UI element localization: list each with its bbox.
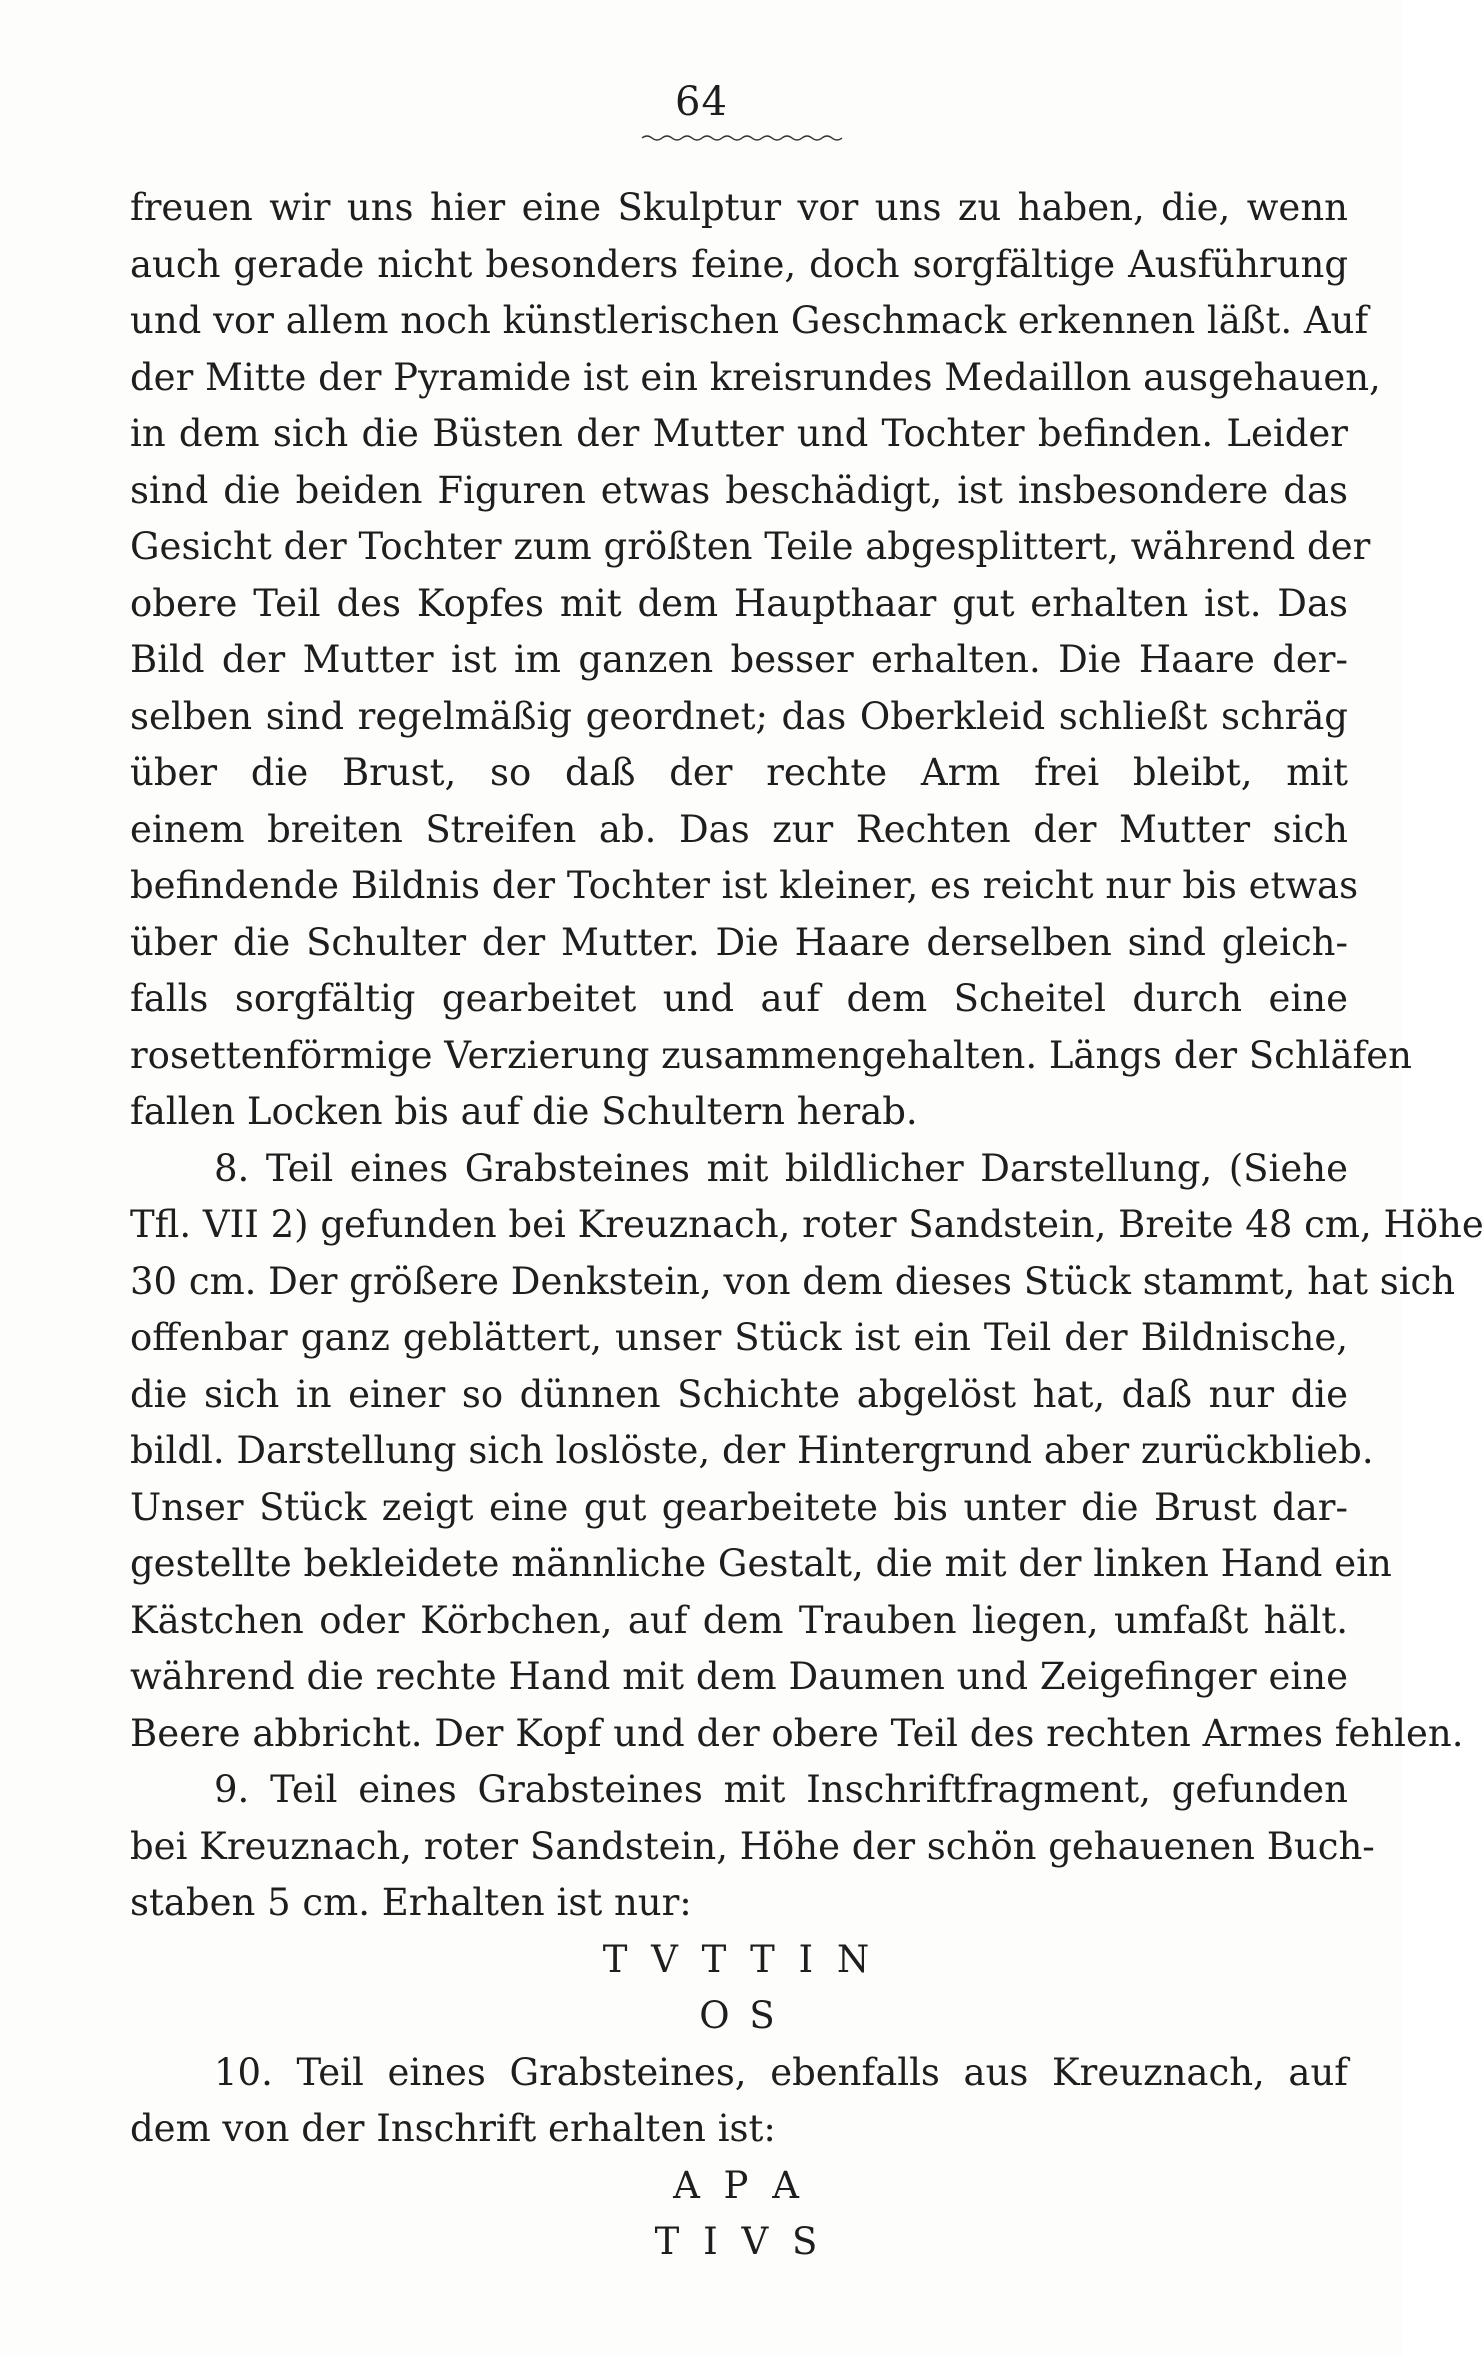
text-line: Bild der Mutter ist im ganzen besser erhalten. Die Haare der- xyxy=(130,638,1348,681)
inscription-line: A P A xyxy=(673,2163,805,2207)
text-line: staben 5 cm. Erhalten ist nur: xyxy=(130,1881,692,1924)
text-line: dem von der Inschrift erhalten ist: xyxy=(130,2107,776,2150)
item-8-heading: 8. Teil eines Grabsteines mit bildlicher Darstellung, (Siehe xyxy=(214,1146,1348,1190)
text-line: Gesicht der Tochter zum größten Teile abgesplittert, während der xyxy=(130,525,1371,568)
text-line: Tfl. VII 2) gefunden bei Kreuznach, roter Sandstein, Breite 48 cm, Höhe xyxy=(130,1203,1484,1246)
text-line: bei Kreuznach, roter Sandstein, Höhe der schön gehauenen Buch- xyxy=(130,1824,1375,1868)
text-line: selben sind regelmäßig geordnet; das Oberkleid schließt schräg xyxy=(130,694,1348,738)
text-line: 30 cm. Der größere Denkstein, von dem dieses Stück stammt, hat sich xyxy=(130,1259,1456,1303)
text-line: offenbar ganz geblättert, unser Stück ist ein Teil der Bildnische, xyxy=(130,1316,1348,1359)
page-number: 64 xyxy=(675,79,728,125)
item-10-heading: 10. Teil eines Grabsteines, ebenfalls aus Kreuznach, auf xyxy=(214,2050,1348,2094)
text-line: fallen Locken bis auf die Schultern herab. xyxy=(130,1090,918,1133)
inscription-line: O S xyxy=(699,1994,779,2037)
wavy-rule-ornament xyxy=(642,134,842,142)
text-line: der Mitte der Pyramide ist ein kreisrundes Medaillon ausgehauen, xyxy=(130,355,1381,399)
text-line: die sich in einer so dünnen Schichte abgelöst hat, daß nur die xyxy=(130,1372,1348,1416)
text-line: auch gerade nicht besonders feine, doch sorgfältige Ausführung xyxy=(130,242,1348,286)
inscription-line: T I V S xyxy=(654,2220,824,2263)
text-line: Kästchen oder Körbchen, auf dem Trauben liegen, umfaßt hält. xyxy=(130,1598,1348,1642)
text-line: und vor allem noch künstlerischen Geschmack erkennen läßt. Auf xyxy=(130,299,1369,342)
text-line: befindende Bildnis der Tochter ist kleiner, es reicht nur bis etwas xyxy=(130,864,1359,907)
text-line: obere Teil des Kopfes mit dem Haupthaar gut erhalten ist. Das xyxy=(130,581,1348,625)
inscription-line: T V T T I N xyxy=(602,1937,876,1981)
body-text xyxy=(130,180,1484,2271)
text-line: in dem sich die Büsten der Mutter und Tochter befinden. Leider xyxy=(130,412,1348,455)
text-line: über die Brust, so daß der rechte Arm frei bleibt, mit xyxy=(130,751,1348,794)
text-line: gestellte bekleidete männliche Gestalt, die mit der linken Hand ein xyxy=(130,1542,1392,1585)
text-line: falls sorgfältig gearbeitet und auf dem Scheitel durch eine xyxy=(130,977,1348,1020)
text-line: über die Schulter der Mutter. Die Haare derselben sind gleich- xyxy=(130,920,1348,964)
text-line: Unser Stück zeigt eine gut gearbeitete bis unter die Brust dar- xyxy=(130,1485,1348,1529)
text-line: sind die beiden Figuren etwas beschädigt, ist insbesondere das xyxy=(130,468,1348,512)
text-line: Beere abbricht. Der Kopf und der obere Teil des rechten Armes fehlen. xyxy=(130,1711,1464,1755)
text-line: während die rechte Hand mit dem Daumen und Zeigefinger eine xyxy=(130,1655,1348,1698)
text-line: einem breiten Streifen ab. Das zur Rechten der Mutter sich xyxy=(130,807,1348,851)
text-line: rosettenförmige Verzierung zusammengehalten. Längs der Schläfen xyxy=(130,1033,1412,1077)
text-line: freuen wir uns hier eine Skulptur vor uns zu haben, die, wenn xyxy=(130,186,1348,229)
text-line: bildl. Darstellung sich loslöste, der Hintergrund aber zurückblieb. xyxy=(130,1429,1374,1472)
item-9-heading: 9. Teil eines Grabsteines mit Inschriftfragment, gefunden xyxy=(214,1768,1348,1811)
